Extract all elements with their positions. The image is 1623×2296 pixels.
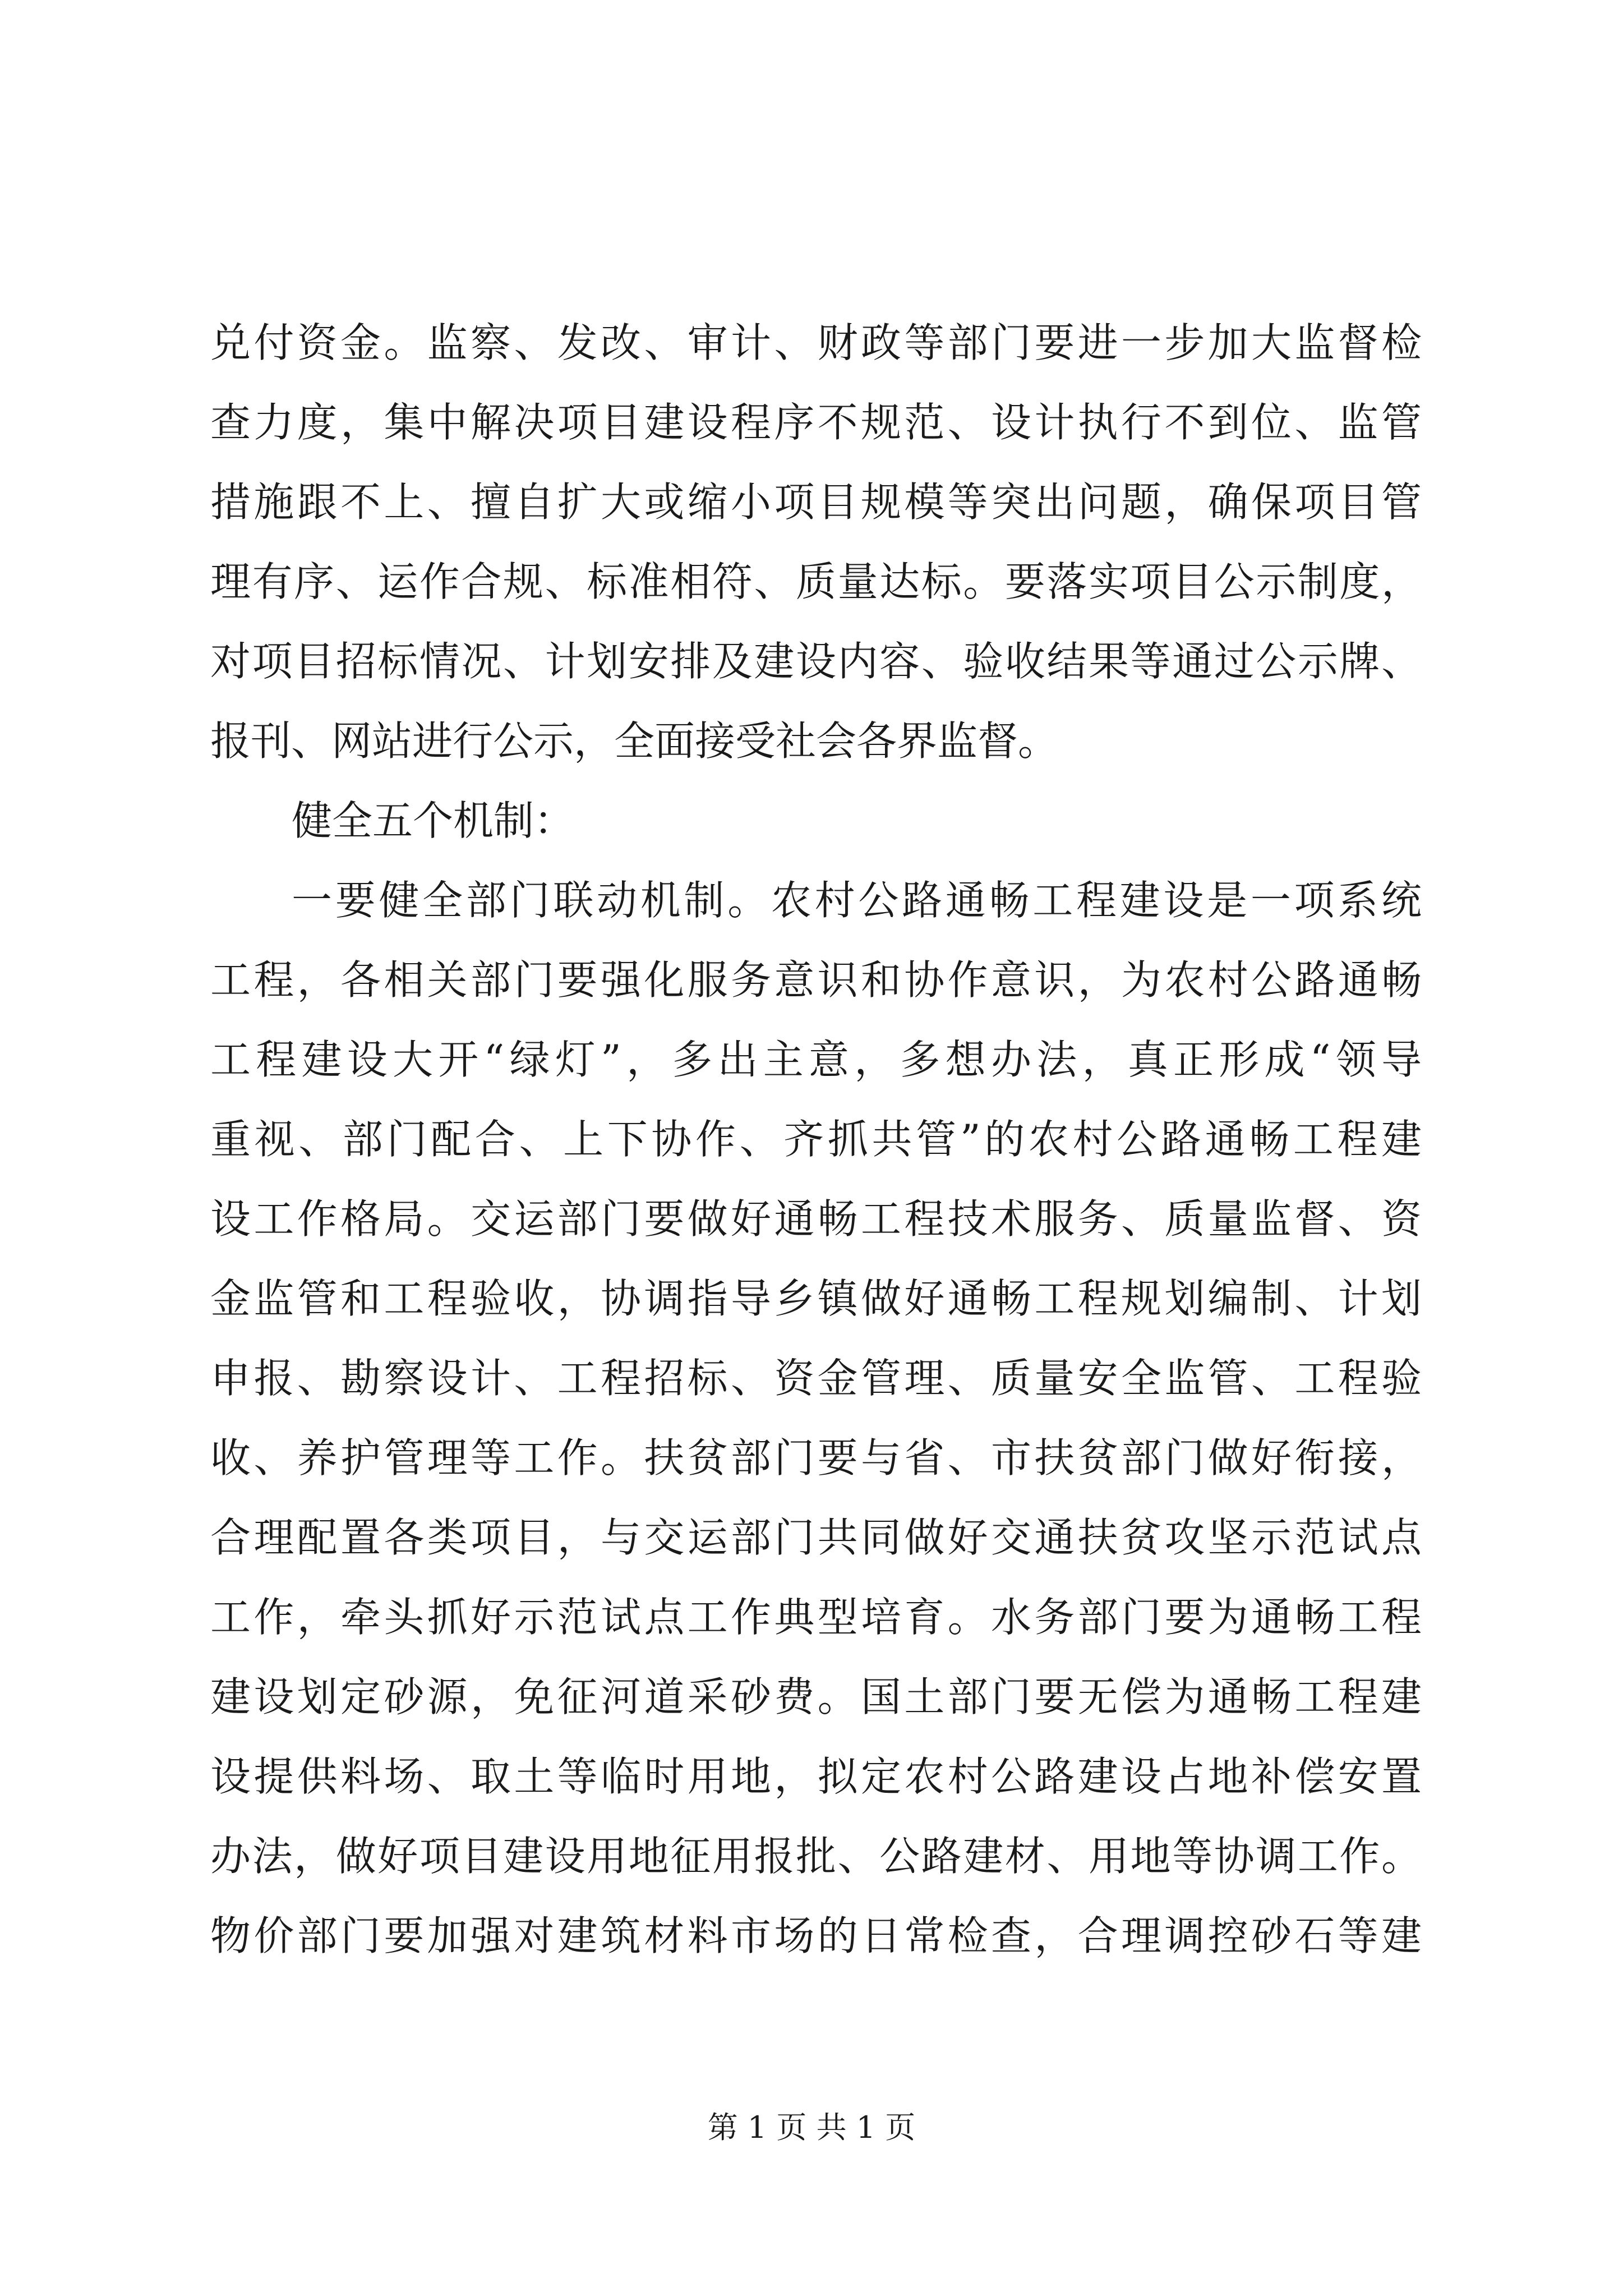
paragraph-line: 工程，各相关部门要强化服务意识和协作意识，为农村公路通畅 [210, 956, 1422, 1004]
paragraph-line: 工作，牵头抓好示范试点工作典型培育。水务部门要为通畅工程 [210, 1594, 1422, 1641]
paragraph-line: 物价部门要加强对建筑材料市场的日常检查，合理调控砂石等建 [210, 1912, 1422, 1959]
page-footer: 第 1 页 共 1 页 [707, 2110, 916, 2145]
paragraph-line: 工程建设大开“绿灯”，多出主意，多想办法，真正形成“领导 [210, 1036, 1422, 1083]
paragraph-line: 理有序、运作合规、标准相符、质量达标。要落实项目公示制度， [210, 558, 1422, 605]
paragraph-line: 重视、部门配合、上下协作、齐抓共管”的农村公路通畅工程建 [210, 1116, 1422, 1163]
paragraph-line: 办法，做好项目建设用地征用报批、公路建材、用地等协调工作。 [210, 1833, 1422, 1880]
paragraph-line: 对项目招标情况、计划安排及建设内容、验收结果等通过公示牌、 [210, 638, 1422, 685]
paragraph-line: 设工作格局。交运部门要做好通畅工程技术服务、质量监督、资 [210, 1195, 1422, 1243]
paragraph-line: 报刊、网站进行公示，全面接受社会各界监督。 [210, 717, 1059, 765]
paragraph-line: 合理配置各类项目，与交运部门共同做好交通扶贫攻坚示范试点 [210, 1514, 1422, 1561]
paragraph-line: 一要健全部门联动机制。农村公路通畅工程建设是一项系统 [292, 877, 1422, 924]
document-body [210, 303, 1422, 1976]
paragraph-line: 兑付资金。监察、发改、审计、财政等部门要进一步加大监督检 [210, 319, 1422, 366]
paragraph-line: 设提供料场、取土等临时用地，拟定农村公路建设占地补偿安置 [210, 1753, 1422, 1800]
paragraph-line: 措施跟不上、擅自扩大或缩小项目规模等突出问题，确保项目管 [210, 478, 1422, 526]
paragraph-line: 收、养护管理等工作。扶贫部门要与省、市扶贫部门做好衔接， [210, 1434, 1422, 1481]
paragraph-line: 建设划定砂源，免征河道采砂费。国土部门要无偿为通畅工程建 [210, 1673, 1422, 1720]
paragraph-line: 申报、勘察设计、工程招标、资金管理、质量安全监管、工程验 [210, 1355, 1422, 1402]
paragraph-line: 查力度，集中解决项目建设程序不规范、设计执行不到位、监管 [210, 399, 1422, 446]
paragraph-line: 健全五个机制： [292, 797, 575, 844]
paragraph-line: 金监管和工程验收，协调指导乡镇做好通畅工程规划编制、计划 [210, 1275, 1422, 1322]
